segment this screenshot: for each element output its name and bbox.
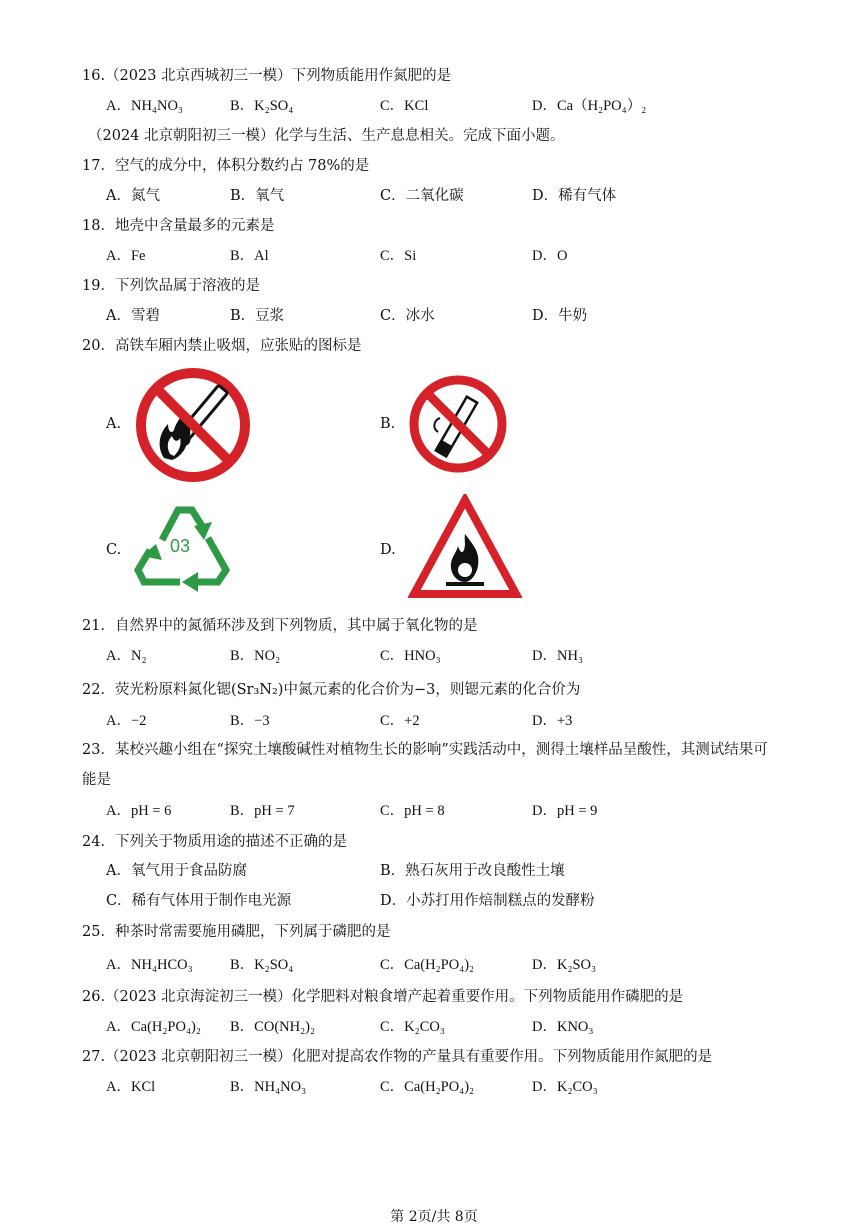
option-a[interactable]: A．雪碧 <box>106 308 160 324</box>
recycling-03-icon[interactable] <box>132 496 238 594</box>
question-16-options <box>82 95 822 117</box>
option-d[interactable]: D．+3 <box>532 713 573 729</box>
question-23-stem: 23．某校兴趣小组在“探究土壤酸碱性对植物生长的影响”实践活动中，测得土壤样品呈酸性，其测试结果可 <box>82 742 768 758</box>
option-d[interactable]: D．NH₃ <box>532 648 583 664</box>
flammable-warning-icon[interactable] <box>408 494 522 600</box>
page-footer: 第 2页/共 8页 <box>390 1209 478 1225</box>
option-b[interactable]: B．氧气 <box>230 188 285 204</box>
question-27-options <box>82 1076 822 1098</box>
question-22-stem: 22．荧光粉原料氮化锶(Sr₃N₂)中氮元素的化合价为−3，则锶元素的化合价为 <box>82 682 581 698</box>
option-a[interactable]: A．−2 <box>106 713 147 729</box>
question-17-options <box>82 185 822 207</box>
option-c[interactable]: C．Ca(H₂PO₄)₂ <box>380 1079 475 1095</box>
option-d[interactable]: D．Ca（H₂PO₄）₂ <box>532 98 647 114</box>
option-c[interactable]: C．二氧化碳 <box>380 188 464 204</box>
option-c[interactable]: C．冰水 <box>380 308 435 324</box>
option-c[interactable]: C．K₂CO₃ <box>380 1019 445 1035</box>
option-d[interactable]: D．牛奶 <box>532 308 588 324</box>
no-open-flame-sign-icon[interactable] <box>134 366 252 484</box>
option-b-label[interactable]: B. <box>380 416 396 432</box>
question-24-options-row2 <box>82 890 822 912</box>
option-b[interactable]: B．NO₂ <box>230 648 281 664</box>
option-a[interactable]: A．NH₄NO₃ <box>106 98 183 114</box>
option-c[interactable]: C．KCl <box>380 98 429 114</box>
option-b[interactable]: B．pH = 7 <box>230 803 295 819</box>
option-d[interactable]: D．KNO₃ <box>532 1019 594 1035</box>
question-23-options <box>82 800 822 822</box>
option-d[interactable]: D．小苏打用作焙制糕点的发酵粉 <box>380 893 595 909</box>
option-d[interactable]: D．K₂CO₃ <box>532 1079 598 1095</box>
question-20-stem: 20．高铁车厢内禁止吸烟，应张贴的图标是 <box>82 338 362 354</box>
question-21-options <box>82 645 822 667</box>
option-a[interactable]: A．N₂ <box>106 648 147 664</box>
option-a[interactable]: A．氧气用于食品防腐 <box>106 863 247 879</box>
question-19-stem: 19．下列饮品属于溶液的是 <box>82 278 260 294</box>
option-a[interactable]: A．氮气 <box>106 188 160 204</box>
option-a[interactable]: A．NH₄HCO₃ <box>106 957 193 973</box>
option-b[interactable]: B．熟石灰用于改良酸性土壤 <box>380 863 565 879</box>
question-25-stem: 25．种茶时常需要施用磷肥，下列属于磷肥的是 <box>82 924 391 940</box>
question-24-stem: 24．下列关于物质用途的描述不正确的是 <box>82 834 347 850</box>
option-c[interactable]: C．HNO₃ <box>380 648 441 664</box>
option-a[interactable]: A．pH = 6 <box>106 803 172 819</box>
question-21-stem: 21．自然界中的氮循环涉及到下列物质，其中属于氧化物的是 <box>82 618 478 634</box>
option-a[interactable]: A．KCl <box>106 1079 156 1095</box>
question-26-stem: 26.（2023 北京海淀初三一模）化学肥料对粮食增产起着重要作用。下列物质能用作磷肥的是 <box>82 989 684 1005</box>
question-25-options <box>82 954 822 976</box>
question-20-icon-options <box>82 362 822 602</box>
option-d[interactable]: D．K₂SO₃ <box>532 957 597 973</box>
option-b[interactable]: B．K₂SO₄ <box>230 957 294 973</box>
question-19-options <box>82 305 822 327</box>
question-27-stem: 27.（2023 北京朝阳初三一模）化肥对提高农作物的产量具有重要作用。下列物质能用作氮肥的是 <box>82 1049 713 1065</box>
option-a[interactable]: A．Ca(H₂PO₄)₂ <box>106 1019 201 1035</box>
question-23-stem-continued: 能是 <box>82 772 111 788</box>
recycling-code-text: 03 <box>170 536 191 556</box>
question-26-options <box>82 1016 822 1038</box>
option-a-label[interactable]: A. <box>106 416 122 432</box>
option-d[interactable]: D．O <box>532 248 568 264</box>
option-c-label[interactable]: C. <box>106 542 122 558</box>
option-b[interactable]: B．CO(NH₂)₂ <box>230 1019 316 1035</box>
option-b[interactable]: B．K₂SO₄ <box>230 98 294 114</box>
no-smoking-sign-icon[interactable] <box>408 374 508 474</box>
option-c[interactable]: C．稀有气体用于制作电光源 <box>106 893 292 909</box>
option-d[interactable]: D．稀有气体 <box>532 188 617 204</box>
question-18-options <box>82 245 822 267</box>
option-b[interactable]: B．豆浆 <box>230 308 285 324</box>
group-heading: （2024 北京朝阳初三一模）化学与生活、生产息息相关。完成下面小题。 <box>88 128 565 144</box>
option-b[interactable]: B．Al <box>230 248 269 264</box>
option-b[interactable]: B．−3 <box>230 713 270 729</box>
question-16-stem: 16.（2023 北京西城初三一模）下列物质能用作氮肥的是 <box>82 68 452 84</box>
question-18-stem: 18．地壳中含量最多的元素是 <box>82 218 275 234</box>
question-17-stem: 17．空气的成分中，体积分数约占 78%的是 <box>82 158 370 174</box>
question-22-options <box>82 710 822 732</box>
option-c[interactable]: C．pH = 8 <box>380 803 445 819</box>
option-b[interactable]: B．NH₄NO₃ <box>230 1079 307 1095</box>
option-d[interactable]: D．pH = 9 <box>532 803 598 819</box>
option-a[interactable]: A．Fe <box>106 248 146 264</box>
question-24-options-row1 <box>82 860 822 882</box>
option-c[interactable]: C．Ca(H₂PO₄)₂ <box>380 957 475 973</box>
option-c[interactable]: C．+2 <box>380 713 420 729</box>
option-d-label[interactable]: D. <box>380 542 396 558</box>
option-c[interactable]: C．Si <box>380 248 417 264</box>
